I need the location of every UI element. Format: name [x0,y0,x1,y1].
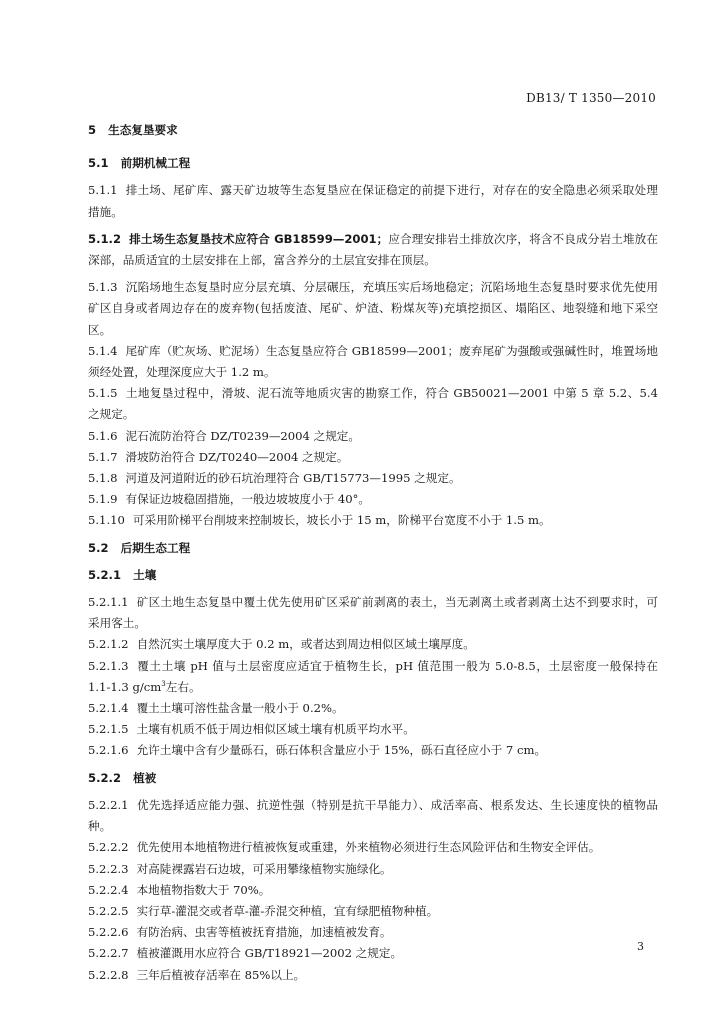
section-title: 生态复垦要求 [108,123,178,137]
clause-text: 有保证边坡稳固措施，一般边坡坡度小于 40°。 [125,492,371,507]
clause-number: 5.1.3 [88,280,118,295]
clause-number: 5.1.2 [88,231,122,246]
clause-lead: 排土场生态复垦技术应符合 GB18599—2001； [129,231,389,246]
clause-text: 对高陡裸露岩石边坡，可采用攀缘植物实施绿化。 [136,861,392,876]
clause [88,698,658,719]
sub-subsection-number: 5.2.1 [88,567,122,582]
sub-subsection-title: 土壤 [133,567,157,582]
clause-number: 5.2.2.1 [88,797,129,812]
clause-number: 5.2.2.2 [88,840,129,855]
clause-text: 滑坡防治符合 DZ/T0240—2004 之规定。 [125,449,349,464]
clause-text: 应合理安排岩土排放次序，将含不良成分岩土堆放在深部，品质适宜的土层安排在上部，富含养分的土层宜安排在顶层。 [88,231,658,268]
sub-subsection-heading [88,565,658,586]
subsection-number: 5.2 [88,540,109,555]
clause-text-tail: 左右。 [165,679,201,694]
clause-number: 5.2.2.6 [88,925,129,940]
sub-subsection-title: 植被 [133,770,157,785]
clause [88,447,658,468]
clause-text: 优先选择适应能力强、抗逆性强（特别是抗干旱能力）、成活率高、根系发达、生长速度快的植物品种。 [88,797,658,834]
clause-number: 5.1.8 [88,471,118,486]
clause-number: 5.2.2.8 [88,967,129,982]
clause [88,795,658,837]
clause [88,656,658,698]
clause-number: 5.2.1.3 [88,658,129,673]
clause [88,592,658,634]
clause [88,510,658,531]
clause-text: 泥石流防治符合 DZ/T0239—2004 之规定。 [125,428,360,443]
clause [88,180,658,222]
document-code: DB13/ T 1350—2010 [526,91,656,105]
clause-text: 优先使用本地植物进行植被恢复或重建，外来植物必须进行生态风险评估和生物安全评估。 [136,840,601,855]
clause [88,837,658,858]
clause [88,489,658,510]
clause-text: 河道及河道附近的砂石坑治理符合 GB/T15773—1995 之规定。 [125,471,461,486]
clause-text: 土壤有机质不低于周边相似区域土壤有机质平均水平。 [136,722,415,737]
clause [88,341,658,383]
subsection-title: 前期机械工程 [120,156,191,171]
clause-number: 5.2.1.6 [88,743,129,758]
clause [88,901,658,922]
clause-number: 5.2.1.2 [88,637,129,652]
clause-text: 覆土土壤可溶性盐含量一般小于 0.2%。 [136,701,344,716]
clause-text: 土地复垦过程中，滑坡、泥石流等地质灾害的勘察工作，符合 GB50021—2001 中第 5 章 5.2、5.4 之规定。 [88,386,658,422]
clause-text: 覆土土壤 pH 值与土层密度应适宜于植物生长，pH 值范围一般为 5.0-8.5，土层密度一般保持在 1.1-1.3 g/cm [88,658,658,694]
document-body [88,116,658,986]
clause-text: 尾矿库（贮灰场、贮泥场）生态复垦应符合 GB18599—2001；废弃尾矿为强酸或强碱性时，堆置场地须经处置，处理深度应大于 1.2 m。 [88,343,658,380]
sub-subsection-heading [88,768,658,789]
clause [88,859,658,880]
clause [88,634,658,655]
clause-number: 5.1.7 [88,449,118,464]
clause [88,965,658,986]
subsection-heading [88,153,658,174]
clause [88,383,658,425]
clause-text: 本地植物指数大于 70%。 [136,882,271,897]
clause-number: 5.1.1 [88,183,118,198]
clause-text: 排土场、尾矿库、露天矿边坡等生态复垦应在保证稳定的前提下进行，对存在的安全隐患必须采取处理措施。 [88,183,658,219]
section-heading [88,120,658,141]
clause-text: 自然沉实土壤厚度大于 0.2 m，或者达到周边相似区域土壤厚度。 [136,637,475,652]
clause-text: 实行草-灌混交或者草-灌-乔混交种植，宜有绿肥植物种植。 [136,903,439,918]
clause-number: 5.2.2.4 [88,882,129,897]
clause-number: 5.2.2.3 [88,861,129,876]
subsection-title: 后期生态工程 [120,540,191,555]
clause-number: 5.1.5 [88,386,118,401]
clause-text: 有防治病、虫害等植被抚育措施，加速植被发育。 [136,925,392,940]
subsection-number: 5.1 [88,156,109,171]
clause-number: 5.1.10 [88,513,125,528]
section-number: 5 [88,123,97,137]
subsection-heading [88,538,658,559]
clause [88,943,658,964]
superscript: 3 [161,680,166,689]
clause-number: 5.2.2.7 [88,946,129,961]
clause-text: 植被灌溉用水应符合 GB/T18921—2002 之规定。 [136,946,403,961]
clause-text: 沉陷场地生态复垦时应分层充填、分层碾压，充填压实后场地稳定；沉陷场地生态复垦时要求优先使用矿区自身或者周边存在的废弃物(包括废渣、尾矿、炉渣、粉煤灰等)充填挖损区、塌陷区、地裂缝和地下采空区。 [88,280,658,337]
sub-subsection-number: 5.2.2 [88,770,122,785]
clause [88,880,658,901]
clause [88,922,658,943]
clause-number: 5.2.1.4 [88,701,129,716]
clause-text: 允许土壤中含有少量砾石，砾石体积含量应小于 15%，砾石直径应小于 7 cm。 [136,743,547,758]
clause-number: 5.2.1.1 [88,595,129,610]
clause-number: 5.1.6 [88,428,118,443]
clause-text: 可采用阶梯平台削坡来控制坡长，坡长小于 15 m，阶梯平台宽度不小于 1.5 m。 [132,513,551,528]
page-number: 3 [637,940,644,953]
clause [88,468,658,489]
clause [88,719,658,740]
clause-number: 5.1.9 [88,492,118,507]
clause-number: 5.1.4 [88,343,118,358]
clause-text: 三年后植被存活率在 85%以上。 [136,967,306,982]
clause [88,426,658,447]
clause [88,740,658,761]
clause [88,277,658,341]
clause-text: 矿区土地生态复垦中覆土优先使用矿区采矿前剥离的表土，当无剥离土或者剥离土达不到要求时，可采用客土。 [88,595,658,631]
clause-number: 5.2.2.5 [88,903,129,918]
clause [88,229,658,271]
clause-number: 5.2.1.5 [88,722,129,737]
